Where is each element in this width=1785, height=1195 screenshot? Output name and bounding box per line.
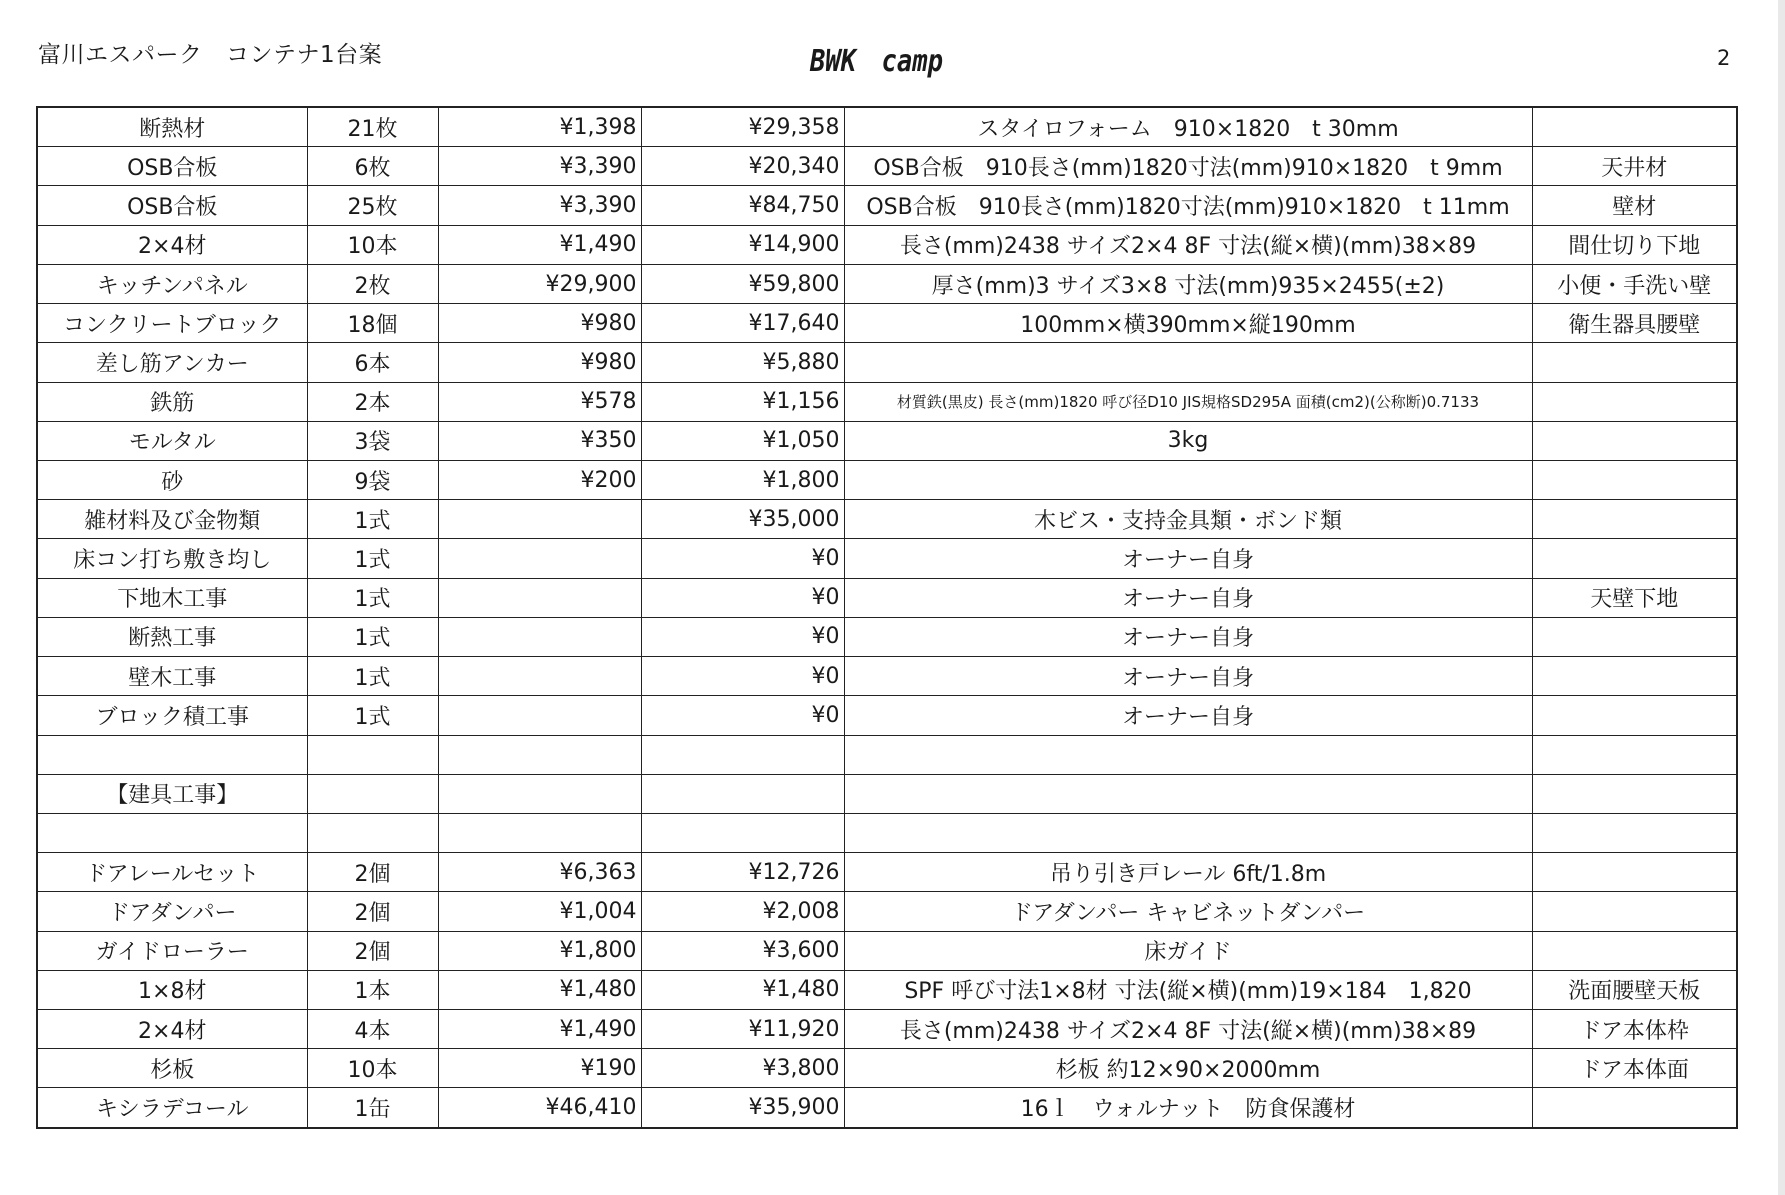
amount-cell: ¥29,358 [641, 107, 844, 147]
description-cell [844, 343, 1532, 382]
note-cell [1532, 774, 1737, 813]
description-cell: 長さ(mm)2438 サイズ2×4 8F 寸法(縦×横)(mm)38×89 [844, 225, 1532, 264]
item-name-cell: キシラデコール [37, 1088, 307, 1128]
item-name-cell: 【建具工事】 [37, 774, 307, 813]
item-name-cell: 雑材料及び金物類 [37, 500, 307, 539]
note-cell: ドア本体面 [1532, 1049, 1737, 1088]
amount-cell: ¥1,050 [641, 421, 844, 460]
quantity-cell: 1本 [307, 970, 438, 1009]
amount-cell: ¥0 [641, 578, 844, 617]
amount-cell: ¥1,800 [641, 460, 844, 499]
quantity-cell: 9袋 [307, 460, 438, 499]
description-cell: OSB合板 910長さ(mm)1820寸法(mm)910×1820 t 9mm [844, 147, 1532, 186]
unit-price-cell: ¥1,800 [438, 931, 641, 970]
description-cell: 杉板 約12×90×2000mm [844, 1049, 1532, 1088]
unit-price-cell: ¥1,490 [438, 225, 641, 264]
table-row [37, 1010, 1737, 1049]
quantity-cell: 21枚 [307, 107, 438, 147]
item-name-cell [37, 813, 307, 852]
unit-price-cell: ¥1,480 [438, 970, 641, 1009]
note-cell [1532, 382, 1737, 421]
description-cell: オーナー自身 [844, 539, 1532, 578]
amount-cell: ¥0 [641, 539, 844, 578]
note-cell [1532, 421, 1737, 460]
item-name-cell [37, 735, 307, 774]
amount-cell: ¥59,800 [641, 264, 844, 303]
quantity-cell [307, 774, 438, 813]
amount-cell: ¥3,800 [641, 1049, 844, 1088]
description-cell: 100mm×横390mm×縦190mm [844, 304, 1532, 343]
item-name-cell: 砂 [37, 460, 307, 499]
item-name-cell: 床コン打ち敷き均し [37, 539, 307, 578]
quantity-cell [307, 735, 438, 774]
table-row [37, 539, 1737, 578]
table-row [37, 735, 1737, 774]
description-cell: オーナー自身 [844, 657, 1532, 696]
unit-price-cell: ¥200 [438, 460, 641, 499]
unit-price-cell: ¥980 [438, 343, 641, 382]
table-row [37, 1049, 1737, 1088]
description-cell: 長さ(mm)2438 サイズ2×4 8F 寸法(縦×横)(mm)38×89 [844, 1010, 1532, 1049]
unit-price-cell [438, 813, 641, 852]
item-name-cell: 下地木工事 [37, 578, 307, 617]
quantity-cell: 2個 [307, 892, 438, 931]
quantity-cell: 3袋 [307, 421, 438, 460]
item-name-cell: モルタル [37, 421, 307, 460]
description-cell [844, 774, 1532, 813]
item-name-cell: 鉄筋 [37, 382, 307, 421]
quantity-cell: 18個 [307, 304, 438, 343]
quantity-cell: 25枚 [307, 186, 438, 225]
table-row [37, 421, 1737, 460]
unit-price-cell: ¥350 [438, 421, 641, 460]
description-cell [844, 460, 1532, 499]
quantity-cell: 10本 [307, 225, 438, 264]
note-cell [1532, 735, 1737, 774]
table-row [37, 813, 1737, 852]
item-name-cell: 差し筋アンカー [37, 343, 307, 382]
amount-cell [641, 735, 844, 774]
quantity-cell: 2個 [307, 853, 438, 892]
table-row [37, 657, 1737, 696]
quantity-cell: 10本 [307, 1049, 438, 1088]
note-cell: 天井材 [1532, 147, 1737, 186]
table-row [37, 147, 1737, 186]
unit-price-cell [438, 617, 641, 656]
note-cell: 衛生器具腰壁 [1532, 304, 1737, 343]
description-cell: SPF 呼び寸法1×8材 寸法(縦×横)(mm)19×184 1,820 [844, 970, 1532, 1009]
table-row [37, 970, 1737, 1009]
table-row [37, 617, 1737, 656]
description-cell [844, 735, 1532, 774]
item-name-cell: 壁木工事 [37, 657, 307, 696]
unit-price-cell [438, 500, 641, 539]
note-cell [1532, 696, 1737, 735]
unit-price-cell [438, 774, 641, 813]
unit-price-cell: ¥1,490 [438, 1010, 641, 1049]
unit-price-cell: ¥3,390 [438, 186, 641, 225]
quantity-cell: 1式 [307, 578, 438, 617]
quantity-cell: 4本 [307, 1010, 438, 1049]
description-cell: 材質鉄(黒皮) 長さ(mm)1820 呼び径D10 JIS規格SD295A 面積(cm2)(公称断)0.7133 [844, 382, 1532, 421]
note-cell [1532, 343, 1737, 382]
amount-cell: ¥35,900 [641, 1088, 844, 1128]
note-cell [1532, 853, 1737, 892]
amount-cell [641, 813, 844, 852]
table-row [37, 696, 1737, 735]
note-cell [1532, 931, 1737, 970]
description-cell: スタイロフォーム 910×1820 t 30mm [844, 107, 1532, 147]
note-cell [1532, 500, 1737, 539]
note-cell: 洗面腰壁天板 [1532, 970, 1737, 1009]
unit-price-cell [438, 696, 641, 735]
amount-cell [641, 774, 844, 813]
amount-cell: ¥35,000 [641, 500, 844, 539]
scan-edge [1778, 0, 1785, 1195]
note-cell: ドア本体枠 [1532, 1010, 1737, 1049]
description-cell: OSB合板 910長さ(mm)1820寸法(mm)910×1820 t 11mm [844, 186, 1532, 225]
table-row [37, 578, 1737, 617]
amount-cell: ¥0 [641, 696, 844, 735]
item-name-cell: OSB合板 [37, 147, 307, 186]
amount-cell: ¥0 [641, 617, 844, 656]
table-row [37, 774, 1737, 813]
page-number: 2 [1717, 46, 1731, 70]
amount-cell: ¥2,008 [641, 892, 844, 931]
quantity-cell: 2個 [307, 931, 438, 970]
table-row [37, 892, 1737, 931]
item-name-cell: ガイドローラー [37, 931, 307, 970]
quantity-cell: 2本 [307, 382, 438, 421]
table-row [37, 264, 1737, 303]
estimate-table-body [37, 107, 1737, 1128]
table-row [37, 382, 1737, 421]
unit-price-cell: ¥1,004 [438, 892, 641, 931]
item-name-cell: 断熱材 [37, 107, 307, 147]
amount-cell: ¥1,480 [641, 970, 844, 1009]
quantity-cell [307, 813, 438, 852]
description-cell [844, 813, 1532, 852]
item-name-cell: 1×8材 [37, 970, 307, 1009]
note-cell [1532, 892, 1737, 931]
note-cell: 小便・手洗い壁 [1532, 264, 1737, 303]
description-cell: 3kg [844, 421, 1532, 460]
table-row [37, 853, 1737, 892]
unit-price-cell [438, 539, 641, 578]
table-row [37, 304, 1737, 343]
table-row [37, 460, 1737, 499]
unit-price-cell: ¥3,390 [438, 147, 641, 186]
quantity-cell: 1式 [307, 617, 438, 656]
table-row [37, 500, 1737, 539]
item-name-cell: 杉板 [37, 1049, 307, 1088]
item-name-cell: 2×4材 [37, 1010, 307, 1049]
description-cell: ドアダンパー キャビネットダンパー [844, 892, 1532, 931]
description-cell: 16ｌ ウォルナット 防食保護材 [844, 1088, 1532, 1128]
table-row [37, 186, 1737, 225]
unit-price-cell: ¥6,363 [438, 853, 641, 892]
amount-cell: ¥84,750 [641, 186, 844, 225]
unit-price-cell: ¥980 [438, 304, 641, 343]
amount-cell: ¥1,156 [641, 382, 844, 421]
quantity-cell: 2枚 [307, 264, 438, 303]
table-row [37, 343, 1737, 382]
item-name-cell: ブロック積工事 [37, 696, 307, 735]
note-cell [1532, 1088, 1737, 1128]
quantity-cell: 1式 [307, 539, 438, 578]
amount-cell: ¥14,900 [641, 225, 844, 264]
quantity-cell: 1缶 [307, 1088, 438, 1128]
item-name-cell: キッチンパネル [37, 264, 307, 303]
note-cell [1532, 539, 1737, 578]
note-cell: 間仕切り下地 [1532, 225, 1737, 264]
note-cell [1532, 460, 1737, 499]
table-row [37, 225, 1737, 264]
item-name-cell: ドアダンパー [37, 892, 307, 931]
unit-price-cell: ¥578 [438, 382, 641, 421]
item-name-cell: 断熱工事 [37, 617, 307, 656]
unit-price-cell [438, 657, 641, 696]
quantity-cell: 1式 [307, 500, 438, 539]
table-row [37, 1088, 1737, 1128]
table-row [37, 931, 1737, 970]
item-name-cell: ドアレールセット [37, 853, 307, 892]
quantity-cell: 1式 [307, 657, 438, 696]
quantity-cell: 6枚 [307, 147, 438, 186]
description-cell: オーナー自身 [844, 617, 1532, 656]
amount-cell: ¥12,726 [641, 853, 844, 892]
description-cell: 吊り引き戸レール 6ft/1.8m [844, 853, 1532, 892]
amount-cell: ¥3,600 [641, 931, 844, 970]
description-cell: オーナー自身 [844, 696, 1532, 735]
quantity-cell: 6本 [307, 343, 438, 382]
unit-price-cell: ¥1,398 [438, 107, 641, 147]
unit-price-cell [438, 578, 641, 617]
table-row [37, 107, 1737, 147]
note-cell: 天壁下地 [1532, 578, 1737, 617]
unit-price-cell [438, 735, 641, 774]
description-cell: 厚さ(mm)3 サイズ3×8 寸法(mm)935×2455(±2) [844, 264, 1532, 303]
document-title: 富川エスパーク コンテナ1台案 [38, 42, 383, 68]
amount-cell: ¥17,640 [641, 304, 844, 343]
note-cell [1532, 813, 1737, 852]
quantity-cell: 1式 [307, 696, 438, 735]
description-cell: 木ビス・支持金具類・ボンド類 [844, 500, 1532, 539]
description-cell: 床ガイド [844, 931, 1532, 970]
unit-price-cell: ¥190 [438, 1049, 641, 1088]
note-cell [1532, 657, 1737, 696]
item-name-cell: 2×4材 [37, 225, 307, 264]
item-name-cell: OSB合板 [37, 186, 307, 225]
note-cell: 壁材 [1532, 186, 1737, 225]
brand-title: BWK camp [810, 44, 943, 79]
note-cell [1532, 617, 1737, 656]
estimate-table [36, 106, 1738, 1129]
amount-cell: ¥11,920 [641, 1010, 844, 1049]
amount-cell: ¥0 [641, 657, 844, 696]
item-name-cell: コンクリートブロック [37, 304, 307, 343]
amount-cell: ¥20,340 [641, 147, 844, 186]
unit-price-cell: ¥46,410 [438, 1088, 641, 1128]
description-cell: オーナー自身 [844, 578, 1532, 617]
amount-cell: ¥5,880 [641, 343, 844, 382]
unit-price-cell: ¥29,900 [438, 264, 641, 303]
note-cell [1532, 107, 1737, 147]
